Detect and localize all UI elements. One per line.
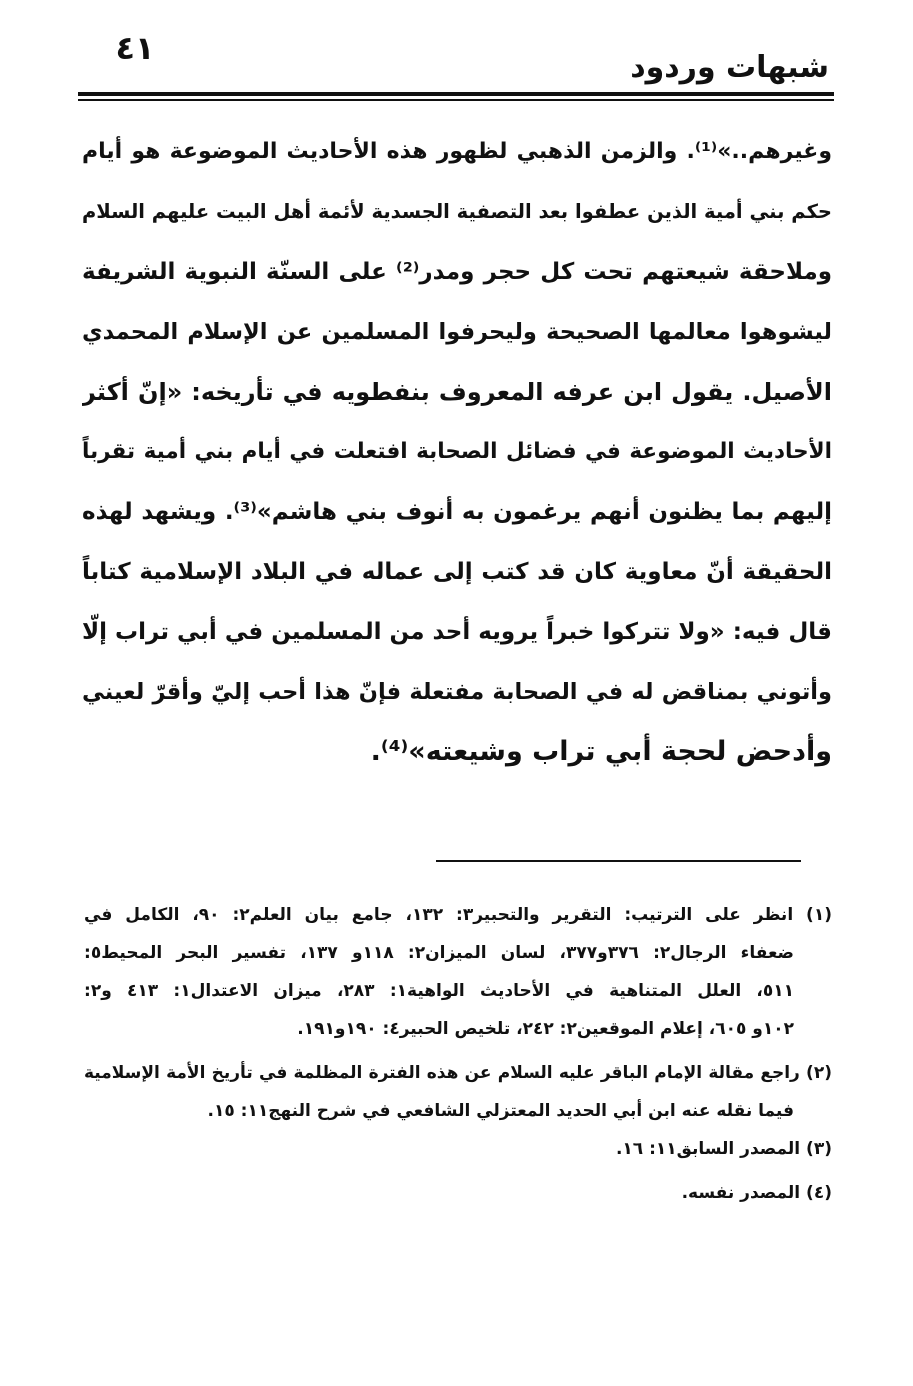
body-line: الأصيل. يقول ابن عرفه المعروف بنفطويه في تأريخه: «إنّ أكثر xyxy=(82,378,832,406)
footnote-line: (٤) المصدر نفسه. xyxy=(681,1183,832,1203)
body-line: الحقيقة أنّ معاوية كان قد كتب إلى عماله في البلاد الإسلامية كتاباً xyxy=(82,559,832,585)
body-line: وأدحض لحجة أبي تراب وشيعته»⁽⁴⁾. xyxy=(370,736,832,767)
body-line: إليهم بما يظنون أنهم يرغمون به أنوف بني هاشم»⁽³⁾. ويشهد لهذه xyxy=(82,499,832,525)
body-line: وملاحقة شيعتهم تحت كل حجر ومدر⁽²⁾ على السنّة النبوية الشريفة xyxy=(82,259,832,285)
footnote-1 xyxy=(84,896,832,1048)
body-line: ليشوهوا معالمها الصحيحة وليحرفوا المسلمين عن الإسلام المحمدي xyxy=(82,319,832,345)
footnote-line: فيما نقله عنه ابن أبي الحديد المعتزلي الشافعي في شرح النهج١١: ١٥. xyxy=(207,1101,794,1121)
footnote-line: ٥١١، العلل المتناهية في الأحاديث الواهية١: ٢٨٣، ميزان الاعتدال١: ٤١٣ و٢: xyxy=(84,981,795,1001)
header-rule-thick xyxy=(78,92,834,96)
footnote-4 xyxy=(84,1174,832,1212)
footnote-line: (٣) المصدر السابق١١: ١٦. xyxy=(615,1139,832,1159)
footnote-line: ضعفاء الرجال٢: ٣٧٦و٣٧٧، لسان الميزان٢: ١١٨و ١٣٧، تفسير البحر المحيط٥: xyxy=(84,943,794,963)
running-title: شبهات وردود xyxy=(630,50,829,85)
header-rule-thin xyxy=(78,99,834,101)
body-text xyxy=(82,122,832,782)
footnotes xyxy=(84,896,832,1212)
body-line: الأحاديث الموضوعة في فضائل الصحابة افتعلت في أيام بني أمية تقرباً xyxy=(82,439,832,464)
body-line: وغيرهم..»⁽¹⁾. والزمن الذهبي لظهور هذه الأحاديث الموضوعة هو أيام xyxy=(82,139,832,164)
body-line: حكم بني أمية الذين عطفوا بعد التصفية الجسدية لأئمة أهل البيت عليهم السلام xyxy=(82,200,832,223)
footnote-separator xyxy=(436,860,801,862)
body-line: وأتوني بمناقض له في الصحابة مفتعلة فإنّ هذا أحب إليّ وأقرّ لعيني xyxy=(82,679,832,705)
footnote-line: ١٠٢و ٦٠٥، إعلام الموقعين٢: ٢٤٢، تلخيص الحبير٤: ١٩٠و١٩١. xyxy=(297,1019,794,1039)
footnote-3 xyxy=(84,1130,832,1168)
page-number: ٤١ xyxy=(115,29,155,67)
footnote-line: (٢) راجع مقالة الإمام الباقر عليه السلام عن هذه الفترة المظلمة في تأريخ الأمة الإسلامية xyxy=(84,1063,832,1083)
footnote-2 xyxy=(84,1054,832,1130)
body-line: قال فيه: «ولا تتركوا خبراً يرويه أحد من المسلمين في أبي تراب إلّا xyxy=(82,619,832,645)
footnote-line: (١) انظر على الترتيب: التقرير والتحبير٣: ١٣٢، جامع بيان العلم٢: ٩٠، الكامل في xyxy=(84,905,832,925)
